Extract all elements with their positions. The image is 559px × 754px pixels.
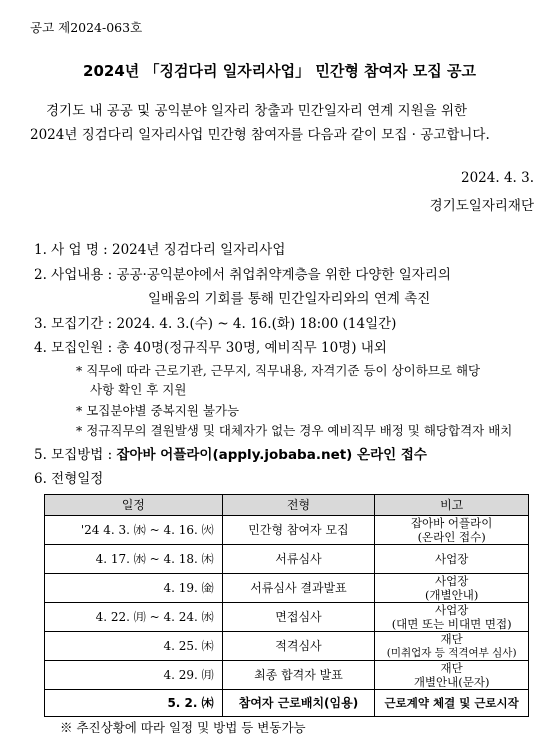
row-stage: 민간형 참여자 모집 [222,516,375,545]
row-stage: 적격심사 [222,632,375,661]
schedule-header-row [45,495,529,516]
row-note-line-1: 사업장 [434,552,469,566]
row-note [375,574,529,603]
row-note-line-1: 사업장 [434,574,469,588]
row-date: '24 4. 3. ㈬ ~ 4. 16. ㈫ [45,516,223,545]
row-date: 4. 25. ㈭ [45,632,223,661]
row-stage: 최종 합격자 발표 [222,661,375,690]
row-date: 4. 19. ㈮ [45,574,223,603]
method-label: 5. 모집방법 : [34,447,117,463]
row-stage: 참여자 근로배치(임용) [222,690,375,717]
table-row [45,661,529,690]
row-note [375,603,529,632]
row-note-line-2: (온라인 접수) [417,530,486,544]
row-note [375,661,529,690]
schedule-table [44,494,529,717]
intro-line-1: 경기도 내 공공 및 공익분야 일자리 창출과 민간일자리 연계 지원을 위한 [46,103,468,119]
item-business-content-cont: 일배움의 기회를 통해 민간일자리와의 연계 촉진 [148,291,431,307]
row-note-line-1: 근로계약 체결 및 근로시작 [384,696,519,710]
row-date: 4. 22. ㈪ ~ 4. 24. ㈬ [45,603,223,632]
headcount-note-1-cont: 사항 확인 후 지원 [90,382,187,397]
headcount-note-2: * 모집분야별 중복지원 불가능 [76,403,240,418]
headcount-note-3: * 정규직무의 결원발생 및 대체자가 없는 경우 예비직무 배정 및 해당합격자 배치 [76,423,513,438]
row-note-line-2: (미취업자 등 적격여부 심사) [386,647,517,659]
item-period: 3. 모집기간 : 2024. 4. 3.(수) ~ 4. 16.(화) 18:00 (14일간) [34,316,397,332]
table-row [45,545,529,574]
row-note-line-2: (개별안내) [424,588,479,602]
row-stage: 서류심사 결과발표 [222,574,375,603]
row-stage: 서류심사 [222,545,375,574]
row-stage: 면접심사 [222,603,375,632]
notice-number: 공고 제2024-063호 [30,20,143,35]
item-business-name: 1. 사 업 명 : 2024년 징검다리 일자리사업 [34,242,286,258]
header-note: 비고 [375,495,529,516]
header-stage: 전형 [222,495,375,516]
document-title: 2024년 「징검다리 일자리사업」 민간형 참여자 모집 공고 [83,62,476,80]
intro-line-2: 2024년 징검다리 일자리사업 민간형 참여자를 다음과 같이 모집 · 공고합니다. [30,127,490,143]
header-date: 일정 [45,495,223,516]
item-business-content: 2. 사업내용 : 공공·공익분야에서 취업취약계층을 위한 다양한 일자리의 [34,267,451,283]
row-note-line-2: 개별안내(문자) [413,675,490,689]
table-row [45,603,529,632]
row-note-line-1: 잡아바 어플라이 [410,516,493,530]
item-headcount: 4. 모집인원 : 총 40명(정규직무 30명, 예비직무 10명) 내외 [34,340,387,356]
row-note [375,632,529,661]
row-note [375,690,529,717]
headcount-note-1: * 직무에 따라 근로기관, 근무지, 직무내용, 자격기준 등이 상이하므로 해당 [76,363,481,378]
row-note-line-1: 사업장 [434,603,469,617]
row-date: 4. 29. ㈪ [45,661,223,690]
row-note [375,545,529,574]
table-row [45,690,529,717]
row-note-line-1: 재단 [440,632,463,646]
row-date: 5. 2. ㈭ [45,690,223,717]
item-schedule-heading: 6. 전형일정 [34,471,104,487]
table-row [45,574,529,603]
schedule-footnote: ※ 추진상황에 따라 일정 및 방법 등 변동가능 [60,720,306,735]
item-method [34,443,427,463]
announcement-date: 2024. 4. 3. [461,170,534,186]
organization-name: 경기도일자리재단 [429,198,534,214]
table-row [45,516,529,545]
row-date: 4. 17. ㈬ ~ 4. 18. ㈭ [45,545,223,574]
row-note-line-1: 재단 [440,661,463,675]
row-note-line-2: (대면 또는 비대면 면접) [391,617,512,631]
table-row [45,632,529,661]
row-note [375,516,529,545]
method-value: 잡아바 어플라이(apply.jobaba.net) 온라인 접수 [116,447,427,463]
